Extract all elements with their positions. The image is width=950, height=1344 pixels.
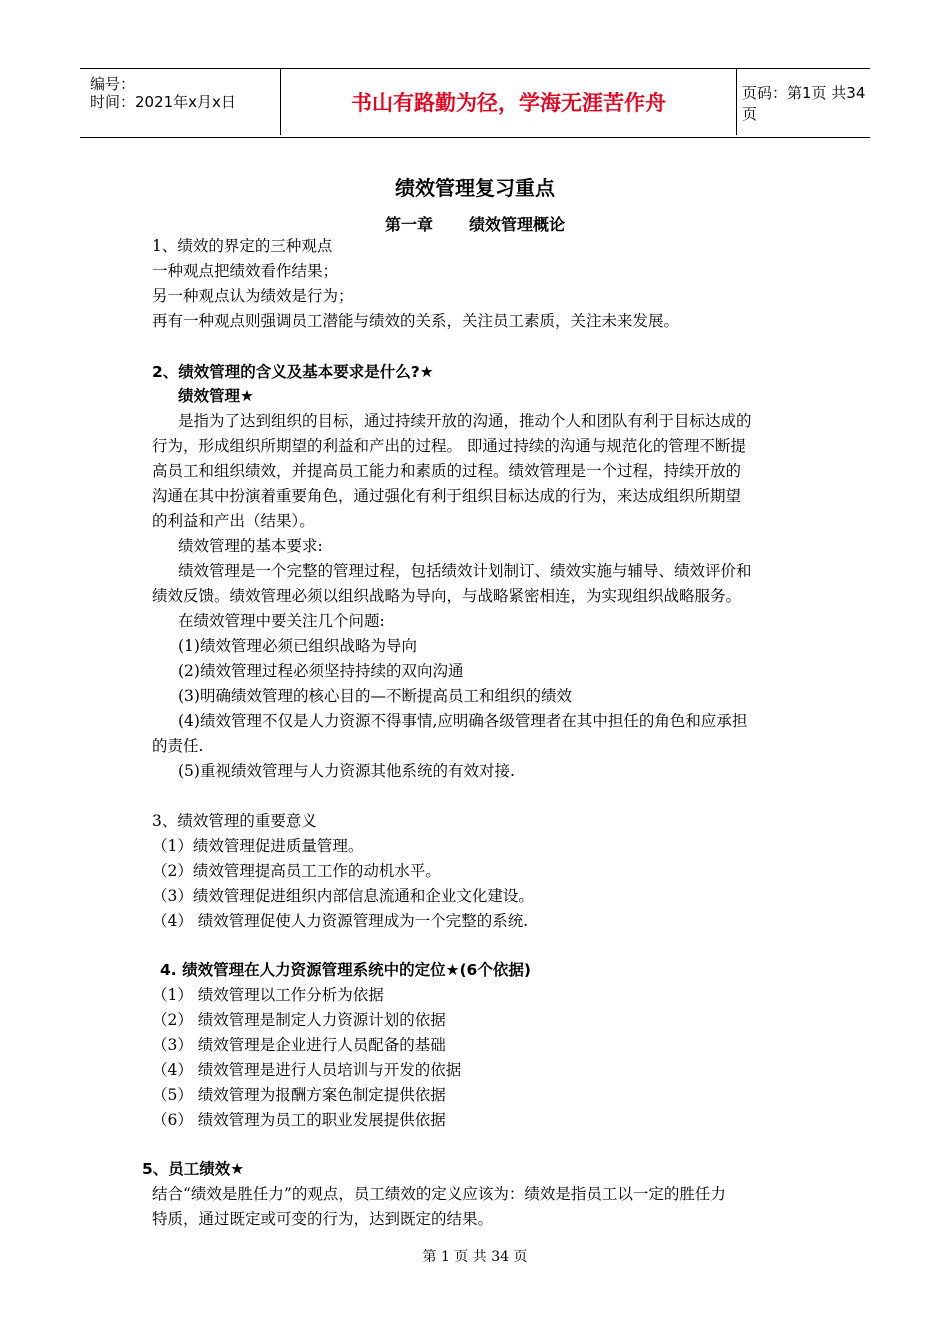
list-item: （3）绩效管理促进组织内部信息流通和企业文化建设。 bbox=[152, 887, 534, 905]
chapter-number: 第一章 bbox=[384, 215, 433, 234]
body-line: 的责任. bbox=[152, 737, 204, 755]
list-item: （2） 绩效管理是制定人力资源计划的依据 bbox=[152, 1011, 446, 1029]
list-item: （5） 绩效管理为报酬方案色制定提供依据 bbox=[152, 1086, 446, 1104]
body-line: 特质，通过既定或可变的行为，达到既定的结果。 bbox=[152, 1210, 494, 1228]
list-item: （3） 绩效管理是企业进行人员配备的基础 bbox=[152, 1036, 446, 1054]
body-line: 再有一种观点则强调员工潜能与绩效的关系，关注员工素质，关注未来发展。 bbox=[152, 312, 680, 330]
header-date-label: 时间：2021年x月x日 bbox=[90, 93, 236, 111]
list-item: (1)绩效管理必须已组织战略为导向 bbox=[178, 637, 417, 655]
section-heading: 3、绩效管理的重要意义 bbox=[152, 812, 317, 830]
body-line: 另一种观点认为绩效是行为； bbox=[152, 287, 354, 305]
list-item: （1）绩效管理促进质量管理。 bbox=[152, 837, 364, 855]
body-line: 行为，形成组织所期望的利益和产出的过程。 即通过持续的沟通与规范化的管理不断提 bbox=[152, 437, 746, 455]
section-heading: 4. 绩效管理在人力资源管理系统中的定位★(6个依据) bbox=[160, 961, 531, 979]
body-line: 绩效管理的基本要求: bbox=[178, 537, 323, 555]
body-line: 结合“绩效是胜任力”的观点，员工绩效的定义应该为：绩效是指员工以一定的胜任力 bbox=[152, 1185, 726, 1203]
chapter-name: 绩效管理概论 bbox=[469, 215, 566, 234]
header-left-cell bbox=[80, 69, 280, 137]
body-line: 1、绩效的界定的三种观点 bbox=[152, 237, 333, 255]
body-line: 在绩效管理中要关注几个问题: bbox=[178, 612, 385, 630]
body-line: 的利益和产出（结果）。 bbox=[152, 512, 315, 530]
body-line: 绩效管理是一个完整的管理过程，包括绩效计划制订、绩效实施与辅导、绩效评价和 bbox=[178, 562, 752, 580]
list-item: (3)明确绩效管理的核心目的—不断提高员工和组织的绩效 bbox=[178, 687, 572, 705]
list-item: （6） 绩效管理为员工的职业发展提供依据 bbox=[152, 1111, 446, 1129]
list-item: (2)绩效管理过程必须坚持持续的双向沟通 bbox=[178, 662, 464, 680]
header-number-label: 编号： bbox=[90, 75, 136, 93]
list-item: （4） 绩效管理是进行人员培训与开发的依据 bbox=[152, 1061, 462, 1079]
page-footer: 第 1 页 共 34 页 bbox=[422, 1249, 528, 1265]
header-motto: 书山有路勤为径，学海无涯苦作舟 bbox=[351, 91, 666, 115]
body-line: 是指为了达到组织的目标，通过持续开放的沟通，推动个人和团队有利于目标达成的 bbox=[178, 412, 752, 430]
body-line: 高员工和组织绩效，并提高员工能力和素质的过程。绩效管理是一个过程，持续开放的 bbox=[152, 462, 742, 480]
page-header bbox=[80, 68, 870, 138]
subsection-heading: 绩效管理★ bbox=[178, 387, 254, 405]
body-line: 沟通在其中扮演着重要角色，通过强化有利于组织目标达成的行为，来达成组织所期望 bbox=[152, 487, 742, 505]
list-item: (5)重视绩效管理与人力资源其他系统的有效对接. bbox=[178, 762, 515, 780]
section-heading: 5、员工绩效★ bbox=[142, 1160, 245, 1178]
list-item: （4） 绩效管理促使人力资源管理成为一个完整的系统. bbox=[152, 912, 529, 930]
list-item: （2）绩效管理提高员工工作的动机水平。 bbox=[152, 862, 441, 880]
header-page-info: 页码：第1页 共34页 bbox=[742, 84, 866, 123]
list-item: (4)绩效管理不仅是人力资源不得事情,应明确各级管理者在其中担任的角色和应承担 bbox=[178, 712, 748, 730]
list-item: （1） 绩效管理以工作分析为依据 bbox=[152, 986, 384, 1004]
body-line: 一种观点把绩效看作结果； bbox=[152, 262, 339, 280]
header-motto-cell bbox=[280, 69, 737, 135]
body-line: 绩效反馈。绩效管理必须以组织战略为导向，与战略紧密相连，为实现组织战略服务。 bbox=[152, 587, 742, 605]
document-title: 绩效管理复习重点 bbox=[395, 176, 555, 200]
section-heading: 2、绩效管理的含义及基本要求是什么?★ bbox=[152, 363, 434, 381]
chapter-heading bbox=[0, 212, 950, 235]
